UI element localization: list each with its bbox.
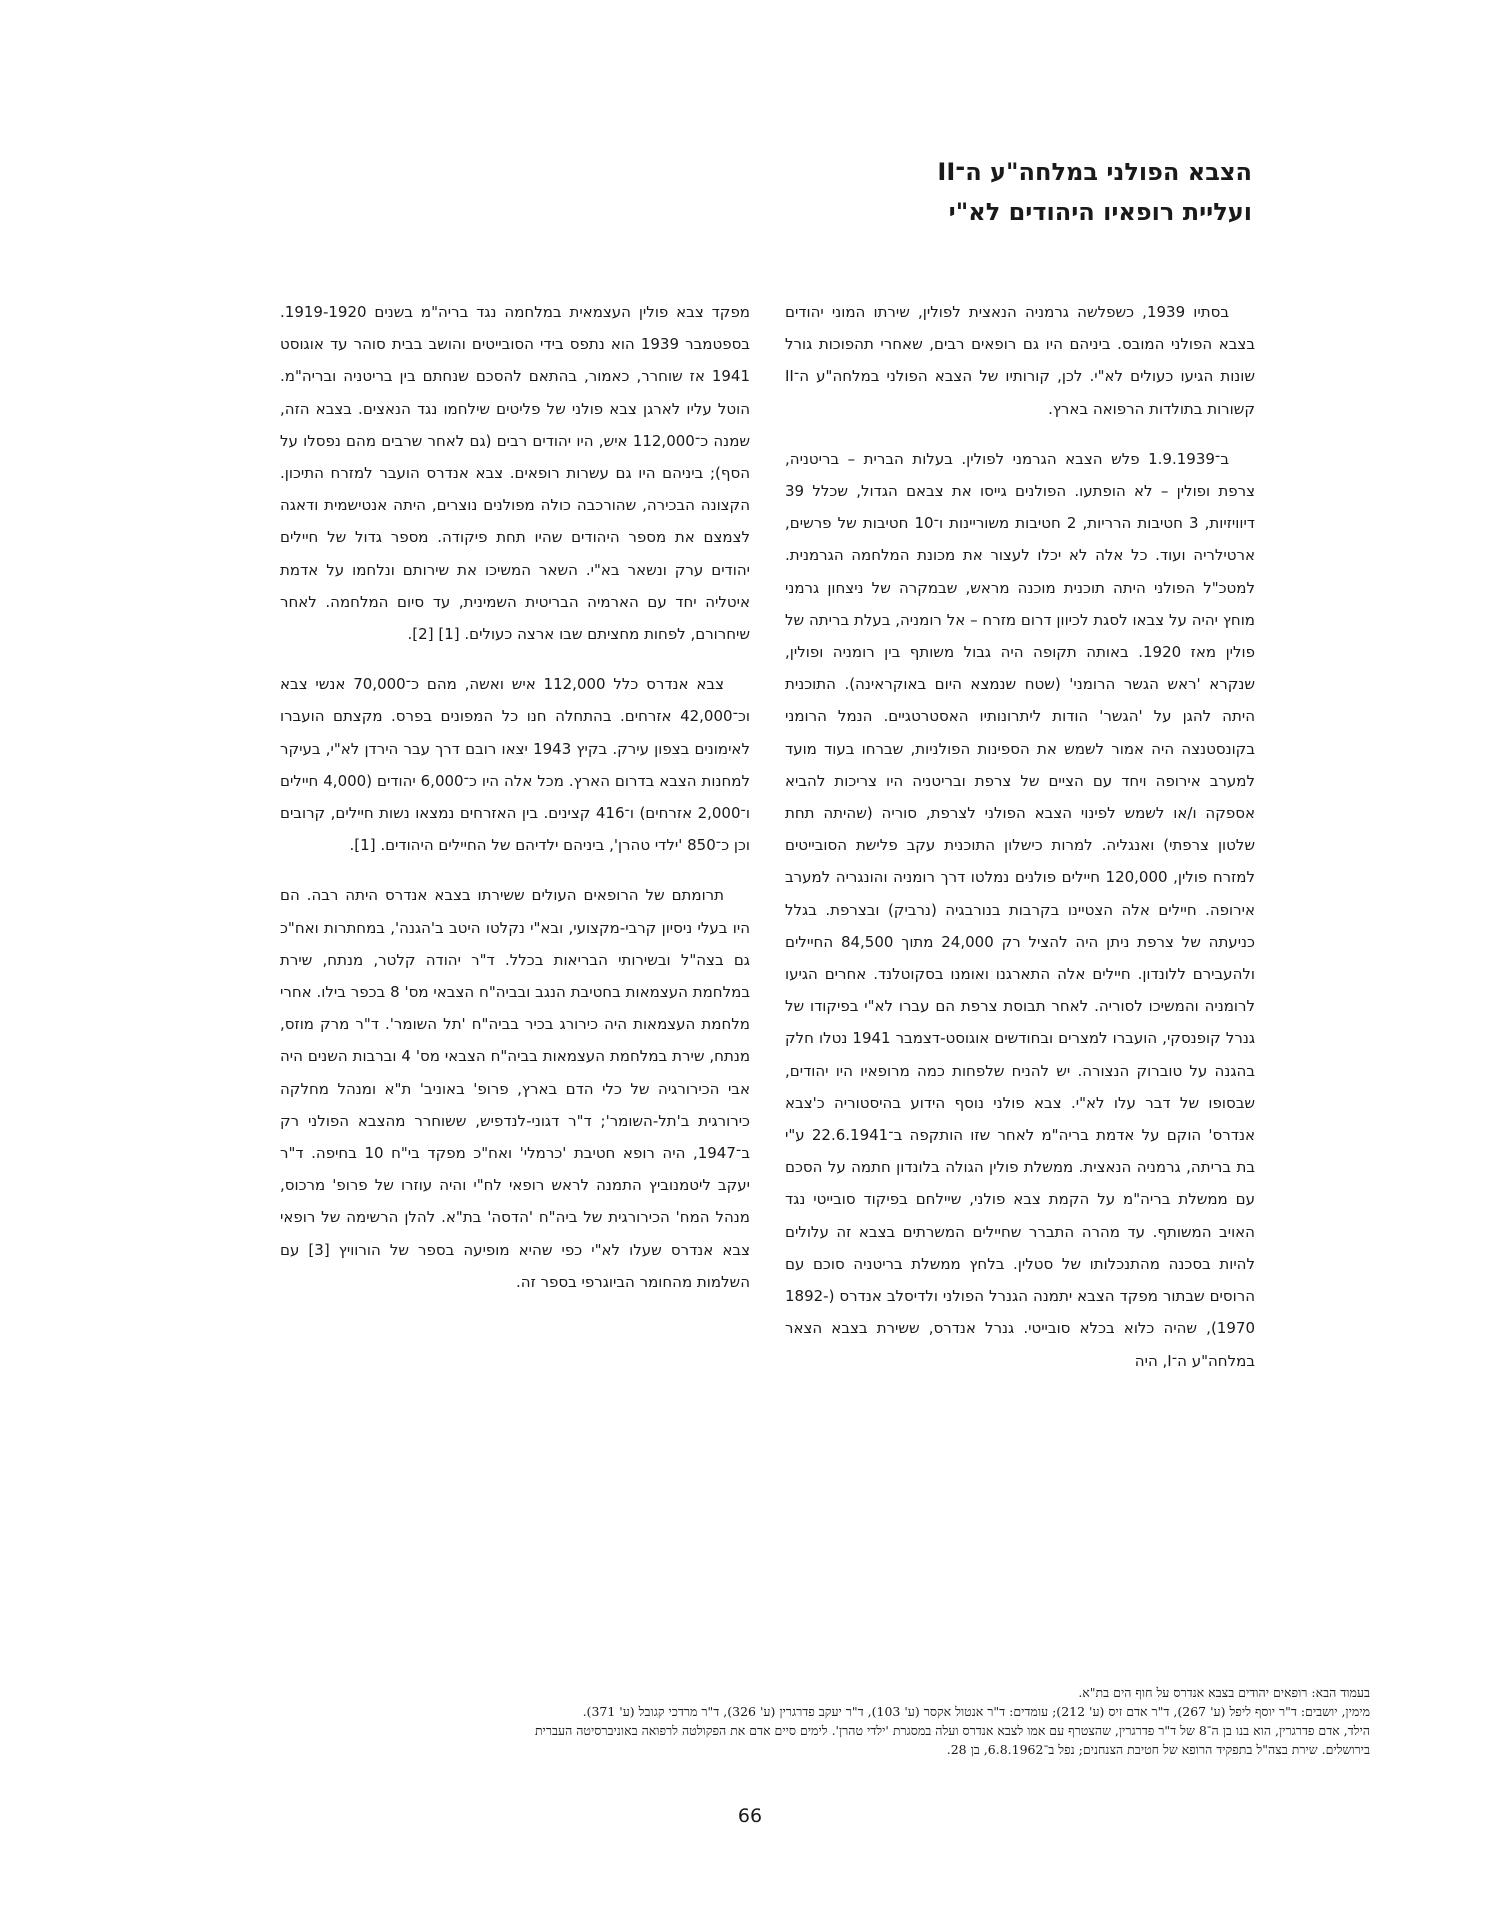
paragraph: תרומתם של הרופאים העולים ששירתו בצבא אנדרס היתה רבה. הם היו בעלי ניסיון קרבי-מקצועי, ובא"י נקלטו היטב ב'הגנה', במחתרות ואח"כ גם בצה"ל ובשירותי הבריאות בכלל. ד"ר יהודה קלטר, מנתח, שירת במלחמת העצמאות בחטיבת הנגב ובביה"ח הצבאי מס' 8 בכפר בילו. אחרי מלחמת העצמאות היה כירורג בכיר בביה"ח 'תל השומר'. ד"ר מרק מוזס, מנתח, שירת במלחמת העצמאות בביה"ח הצבאי מס' 4 וברבות השנים היה אבי הכירורגיה של כלי הדם בארץ, פרופ' באוניב' ת"א ומנהל מחלקה כירורגית ב'תל-השומר'; ד"ר דגוני-לנדפיש, ששוחרר מהצבא הפולני רק ב־1947, היה רופא חטיבת 'כרמלי' ואח"כ מפקד בי"ח 10 בחיפה. ד"ר יעקב ליטמנוביץ התמנה לראש רופאי לח"י והיה עוזרו של פרופ' מרכוס, מנהל המח' הכירורגית של ביה"ח 'הדסה' בת"א. להלן הרשימה של רופאי צבא אנדרס שעלו לא"י כפי שהיא מופיעה בספר של הורוויץ [3] עם השלמות מהחומר הביוגרפי בספר זה. [280,886,751,1291]
paragraph: מפקד צבא פולין העצמאית במלחמה נגד בריה"מ בשנים 1919-1920. בספטמבר 1939 הוא נתפס בידי הסובייטים והושב בבית סוהר עד אוגוסט 1941 אז שוחרר, כאמור, בהתאם להסכם שנחתם בין בריטניה ובריה"מ. הוטל עליו לארגן צבא פולני של פליטים שילחמו נגד הנאצים. בצבא הזה, שמנה כ־112,000 איש, היו יהודים רבים (גם לאחר שרבים מהם נפסלו על הסף); ביניהם היו גם עשרות רופאים. צבא אנדרס הועבר למזרח התיכון. הקצונה הבכירה, שהורכבה כולה מפולנים נוצרים, היתה אנטישמית ודאגה לצמצם את מספר היהודים שהיו תחת פיקודה. מספר גדול של חיילים יהודים ערק ונשאר בא"י. השאר המשיכו את שירותם ונלחמו על אדמת איטליה יחד עם הארמיה הבריטית השמינית, עד סיום המלחמה. לאחר שיחרורם, לפחות מחציתם שבו ארצה כעולים. [1] [2]. [280,303,751,644]
title-line-1: הצבא הפולני במלחה"ע ה־II [937,158,1252,186]
right-column [785,296,1255,1395]
caption-line: בעמוד הבא: רופאים יהודים בצבא אנדרס על חוף הים בת"א. [1078,1685,1370,1700]
caption-line: מימין, יושבים: ד"ר יוסף ליפל (ע' 267), ד"ר אדם זיס (ע' 212); עומדים: ד"ר אנטול אקסר (ע' 103), ד"ר יעקב פדרגרין (ע' 326), ד"ר מרדכי קגובל (ע' 371). [582,1704,1370,1719]
paragraph: צבא אנדרס כלל 112,000 איש ואשה, מהם כ־70,000 אנשי צבא וכ־42,000 אזרחים. בהתחלה חנו כל המפונים בפרס. מקצתם הועברו לאימונים בצפון עירק. בקיץ 1943 יצאו רובם דרך עבר הירדן לא"י, בעיקר למחנות הצבא בדרום הארץ. מכל אלה היו כ־6,000 יהודים (4,000 חיילים ו־2,000 אזרחים) ו־416 קצינים. בין האזרחים נמצאו נשות חיילים, קרובים וכן כ־850 'ילדי טהרן', ביניהם ילדיהם של החיילים היהודים. [1]. [280,675,751,855]
caption-line: הילד, אדם פדרגרין, הוא בנו בן ה־8 של ד"ר פדרגרין, שהצטרף עם אמו לצבא אנדרס ועלה במסגרת 'ילדי טהרן'. לימים סיים אדם את הפקולטה לרפואה באוניברסיטה העברית [534,1723,1370,1738]
paragraph: בסתיו 1939, כשפלשה גרמניה הנאצית לפולין, שירתו המוני יהודים בצבא הפולני המובס. ביניהם היו גם רופאים רבים, שאחרי תהפוכות גורל שונות הגיעו כעולים לא"י. לכן, קורותיו של הצבא הפולני במלחה"ע ה־II קשורות בתולדות הרפואה בארץ. [785,303,1255,418]
title-line-2: ועליית רופאיו היהודים לא"י [948,198,1252,226]
page-number: 66 [737,1805,763,1827]
left-column [280,296,750,1316]
caption-line: בירושלים. שירת בצה"ל בתפקיד הרופא של חטיבת הצנחנים; נפל ב־6.8.1962, בן 28. [946,1742,1370,1757]
paragraph: ב־1.9.1939 פלש הצבא הגרמני לפולין. בעלות הברית – בריטניה, צרפת ופולין – לא הופתעו. הפולנים גייסו את צבאם הגדול, שכלל 39 דיוויזיות, 3 חטיבות הרריות, 2 חטיבות משוריינות ו־10 חטיבות של פרשים, ארטילריה ועוד. כל אלה לא יכלו לעצור את מכונת המלחמה הגרמנית. למטכ"ל הפולני היתה תוכנית מוכנה מראש, שבמקרה של ניצחון גרמני מוחץ יהיה על צבאו לסגת לכיוון דרום מזרח – אל רומניה, בעלת בריתה של פולין מאז 1920. באותה תקופה היה גבול משותף בין רומניה ופולין, שנקרא 'ראש הגשר הרומני' (שטח שנמצא היום באוקראינה). התוכנית היתה להגן על 'הגשר' הודות ליתרונותיו האסטרטגיים. הנמל הרומני בקונסטנצה היה אמור לשמש את הספינות הפולניות, שברחו בעוד מועד למערב אירופה ויחד עם הציים של צרפת ובריטניה היו צריכות להביא אספקה ו/או לשמש לפינוי הצבא הפולני לצרפת, סוריה (שהיתה תחת שלטון צרפתי) ואנגליה. למרות כישלון התוכנית עקב פלישת הסובייטים למזרח פולין, 120,000 חיילים פולנים נמלטו דרך רומניה והונגריה למערב אירופה. חיילים אלה הצטיינו בקרבות בנורבגיה (נרביק) ובצרפת. בגלל כניעתה של צרפת ניתן היה להציל רק 24,000 מתוך 84,500 החיילים ולהעבירם ללונדון. חיילים אלה התארגנו ואומנו בסקוטלנד. אחרים הגיעו לרומניה והמשיכו לסוריה. לאחר תבוסת צרפת הם עברו לא"י בפיקודו של גנרל קופנסקי, הועברו למצרים ובחודשים אוגוסט-דצמבר 1941 נטלו חלק בהגנה על טוברוק הנצורה. יש להניח שלפחות כמה מרופאיו היו יהודים, שבסופו של דבר עלו לא"י. צבא פולני נוסף הידוע בהיסטוריה כ'צבא אנדרס' הוקם על אדמת בריה"מ לאחר שזו הותקפה ב־22.6.1941 ע"י בת בריתה, גרמניה הנאצית. ממשלת פולין הגולה בלונדון חתמה על הסכם עם ממשלת בריה"מ על הקמת צבא פולני, שיילחם בפיקוד סובייטי נגד האויב המשותף. עד מהרה התברר שחיילים המשרתים בצבא זה עלולים להיות בסכנה מהתנכלותו של סטלין. בלחץ ממשלת בריטניה סוכם עם הרוסים שבתור מפקד הצבא יתמנה הגנרל הפולני ולדיסלב אנדרס (1892-1970), שהיה כלוא בכלא סובייטי. גנרל אנדרס, ששירת בצבא הצאר במלחה"ע ה־I, היה [785,449,1256,1370]
article-title [692,152,1252,232]
photo-caption [215,1683,1370,1759]
